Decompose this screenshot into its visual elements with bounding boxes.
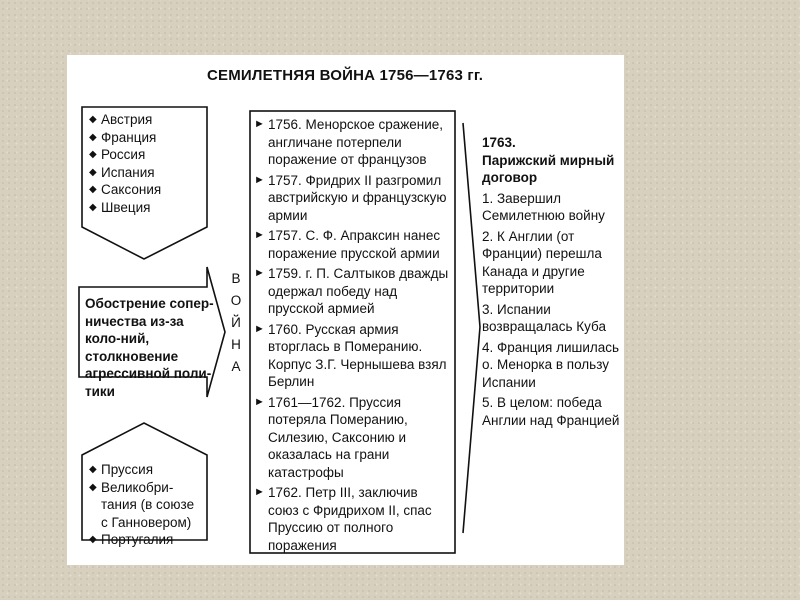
- diagram-card: [67, 55, 624, 565]
- list-item: ◆ Россия: [89, 147, 146, 162]
- diamond-bullet-icon: ◆: [89, 534, 97, 545]
- cause-text: Обострение сопер-ничества из-за коло-ний, столкновение агрессивной поли-тики: [85, 296, 214, 399]
- list-item: ◆ Испания: [89, 164, 155, 180]
- treaty-item: 1. Завершил Семилетнюю войну: [482, 190, 605, 223]
- war-letter: О: [230, 293, 242, 308]
- diamond-bullet-icon: ◆: [89, 201, 97, 213]
- list-item: ◆ Австрия: [89, 112, 153, 127]
- event-item: ► 1757. Фридрих II разгромил австрийскую и французскую армии: [254, 172, 447, 223]
- triangle-pointer-icon: ►: [254, 267, 265, 279]
- list-item: ◆ Саксония: [89, 182, 162, 197]
- triangle-pointer-icon: ►: [254, 486, 265, 498]
- diamond-bullet-icon: ◆: [89, 464, 97, 475]
- triangle-pointer-icon: ►: [254, 395, 265, 408]
- diamond-bullet-icon: ◆: [89, 114, 97, 125]
- war-vertical-label: [229, 268, 243, 378]
- war-letter: Н: [231, 337, 241, 352]
- treaty-year: 1763.: [482, 135, 516, 150]
- events-list: [254, 116, 452, 557]
- treaty-item: 3. Испании возвращалась Куба: [482, 301, 606, 334]
- triangle-pointer-icon: ►: [254, 118, 265, 130]
- treaty-name: Парижский мирный договор: [482, 152, 615, 185]
- diamond-bullet-icon: ◆: [89, 166, 97, 178]
- list-item: ◆ Швеция: [89, 199, 151, 215]
- list-item: ◆ Пруссия: [89, 462, 154, 477]
- result-arrow-shape: [463, 123, 480, 533]
- list-item: ◆ Франция: [89, 129, 157, 145]
- treaty-item: 5. В целом: победа Англии над Францией: [482, 395, 620, 428]
- treaty-item: 2. К Англии (от Франции) перешла Канада и другие территории: [482, 228, 602, 296]
- war-letter: А: [231, 359, 241, 374]
- event-item: ► 1761—1762. Пруссия потеряла Померанию, Силезию, Саксонию и оказалась на грани катастрофы: [254, 394, 408, 480]
- coalition-top-list: [89, 111, 207, 216]
- event-item: ► 1757. С. Ф. Апраксин нанес поражение прусской армии: [254, 228, 441, 261]
- diamond-bullet-icon: ◆: [89, 481, 97, 493]
- page-title: СЕМИЛЕТНЯЯ ВОЙНА 1756—1763 гг.: [207, 67, 484, 84]
- diamond-bullet-icon: ◆: [89, 131, 97, 143]
- coalition-bottom-list: [89, 461, 204, 549]
- treaty-item: 4. Франция лишилась о. Менорка в пользу Испании: [482, 339, 620, 390]
- event-item: ► 1756. Менорское сражение, англичане потерпели поражение от французов: [254, 117, 444, 167]
- diamond-bullet-icon: ◆: [89, 149, 97, 160]
- triangle-pointer-icon: ►: [254, 173, 265, 186]
- event-item: ► 1759. г. П. Салтыков дважды одержал победу над прусской армией: [254, 266, 449, 316]
- list-item: ◆ Португалия: [89, 532, 174, 547]
- triangle-pointer-icon: ►: [254, 322, 265, 335]
- diamond-bullet-icon: ◆: [89, 184, 97, 195]
- war-letter: В: [231, 271, 241, 286]
- list-item: ◆ Великобри-тания (в союзе с Ганновером): [89, 479, 195, 530]
- treaty-column: [482, 134, 632, 429]
- event-item: ► 1760. Русская армия вторглась в Померанию. Корпус З.Г. Чернышева взял Берлин: [254, 321, 447, 389]
- war-letter: Й: [231, 315, 241, 330]
- triangle-pointer-icon: ►: [254, 229, 265, 241]
- event-item: ► 1762. Петр III, заключив союз с Фридрихом II, спас Пруссию от полного поражения: [254, 485, 432, 553]
